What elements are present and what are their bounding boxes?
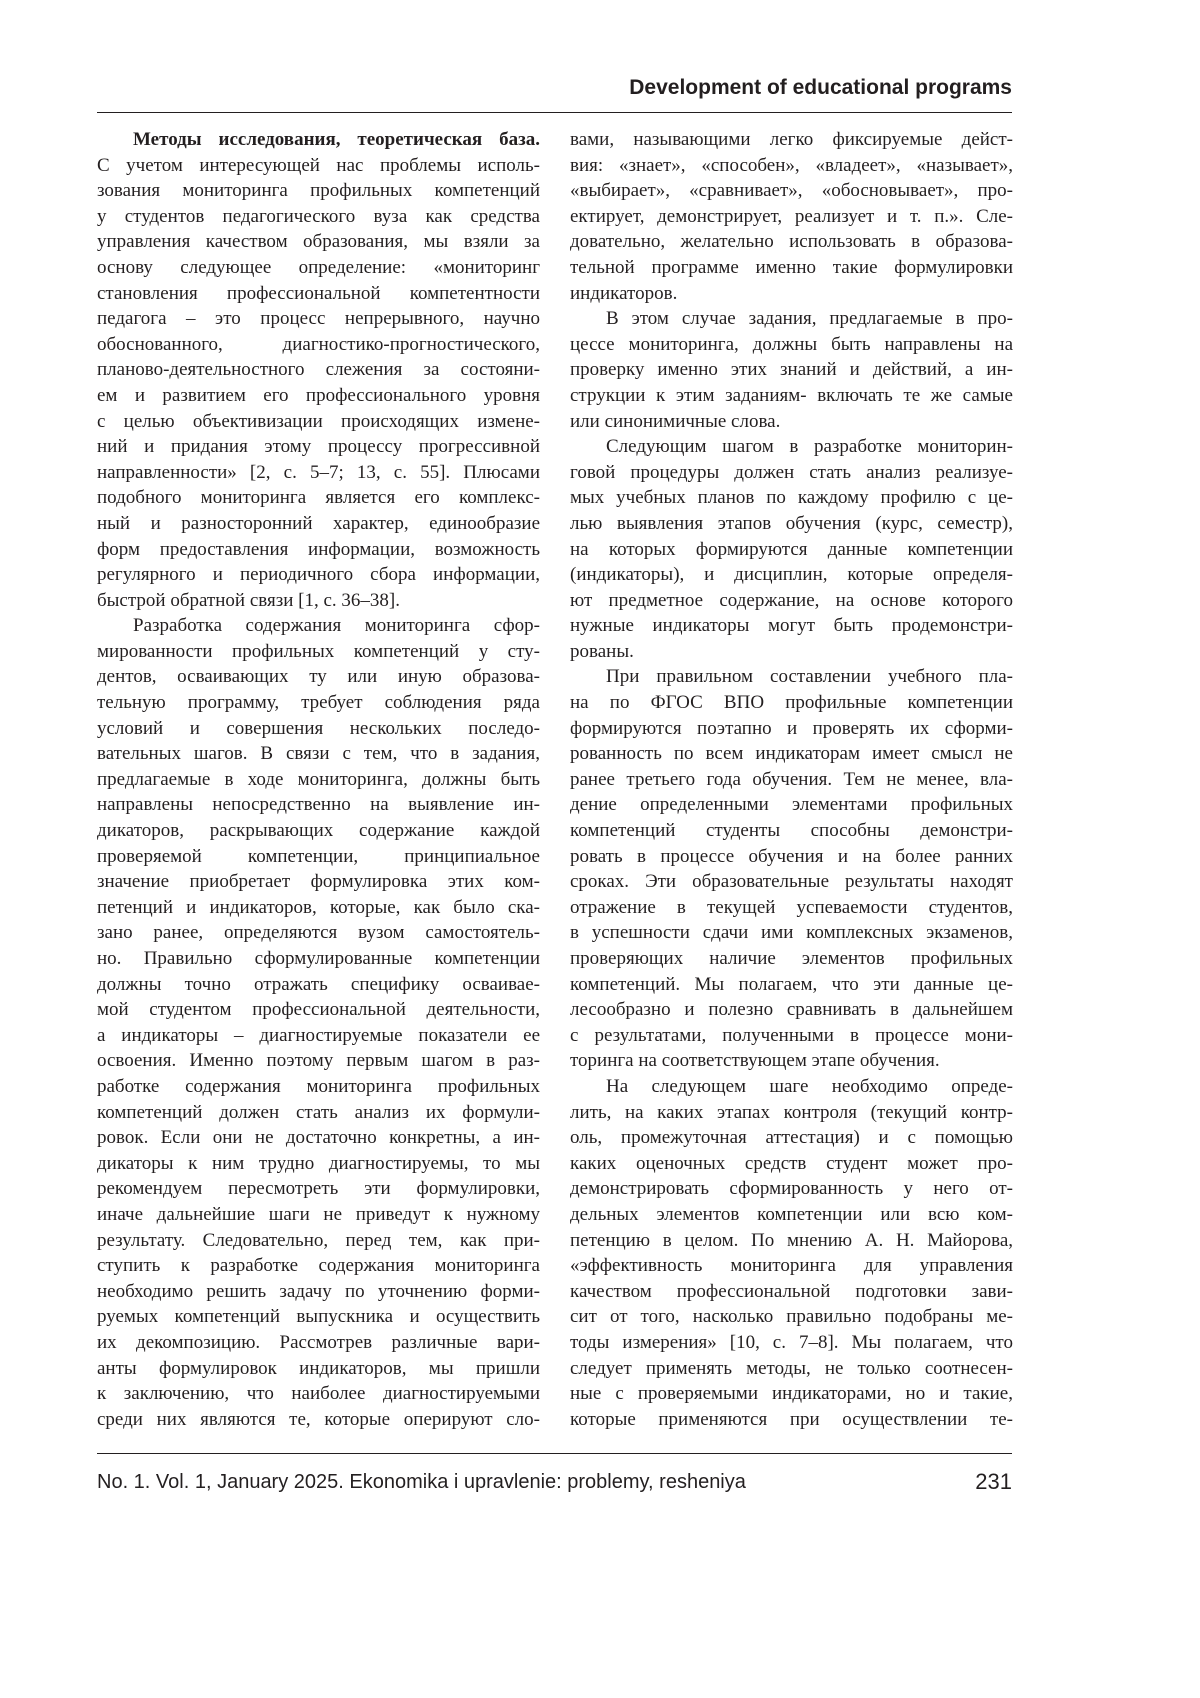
text-line: каких оценочных средств студент может про- bbox=[570, 1152, 1013, 1174]
text-line: лесообразно и полезно сравнивать в дальнейшем bbox=[570, 999, 1013, 1021]
text-line: вия: «знает», «способен», «владеет», «называет», bbox=[570, 154, 1013, 176]
right-column bbox=[570, 127, 1013, 1432]
text-line: ем и развитием его профессионального уровня bbox=[97, 384, 540, 406]
text-line: дентов, осваивающих ту или иную образова- bbox=[97, 666, 540, 688]
text-line: на которых формируются данные компетенции bbox=[570, 538, 1013, 560]
text-line: сроках. Эти образовательные результаты находят bbox=[570, 871, 1013, 893]
text-line: ровок. Если они не достаточно конкретны, а ин- bbox=[97, 1127, 540, 1149]
text-line: компетенций должен стать анализ их формули- bbox=[97, 1101, 540, 1123]
text-line: с результатами, полученными в процессе мони- bbox=[570, 1024, 1013, 1046]
text-line: При правильном составлении учебного пла- bbox=[606, 666, 1013, 688]
text-line: На следующем шаге необходимо опреде- bbox=[606, 1075, 1013, 1097]
text-line: В этом случае задания, предлагаемые в про- bbox=[606, 308, 1013, 330]
text-line: компетенций. Мы полагаем, что эти данные це- bbox=[570, 973, 1013, 995]
text-line: с целью объективизации происходящих измене- bbox=[97, 410, 540, 432]
text-line: ные с проверяемыми индикаторами, но и такие, bbox=[570, 1383, 1013, 1405]
text-line: на по ФГОС ВПО профильные компетенции bbox=[570, 692, 1013, 714]
text-line: анты формулировок индикаторов, мы пришли bbox=[97, 1357, 540, 1379]
text-line: компетенций студенты способны демонстри- bbox=[570, 820, 1013, 842]
text-line: рованность по всем индикаторам имеет смысл не bbox=[570, 743, 1013, 765]
text-line: направленности» [2, с. 5–7; 13, с. 55]. Плюсами bbox=[97, 461, 540, 483]
text-line: или синонимичные слова. bbox=[570, 410, 781, 432]
text-line: оль, промежуточная аттестация) и с помощью bbox=[570, 1127, 1013, 1149]
text-line: «эффективность мониторинга для управления bbox=[570, 1255, 1013, 1277]
text-line: струкции к этим заданиям- включать те же самые bbox=[570, 384, 1013, 406]
text-line: форм предоставления информации, возможность bbox=[97, 538, 540, 560]
text-line: ровать в процессе обучения и на более ранних bbox=[570, 845, 1013, 867]
text-line: педагога – это процесс непрерывного, научно bbox=[97, 308, 540, 330]
text-line: планово-деятельностного слежения за состояни- bbox=[97, 359, 540, 381]
text-line: которые применяются при осуществлении те- bbox=[570, 1408, 1013, 1430]
text-line: необходимо решить задачу по уточнению форми- bbox=[97, 1280, 540, 1302]
text-line: формируются поэтапно и проверять их сформи- bbox=[570, 717, 1013, 739]
text-line: индикаторов. bbox=[570, 282, 678, 304]
text-line: условий и совершения нескольких последо- bbox=[97, 717, 540, 739]
text-line: руемых компетенций выпускника и осуществить bbox=[97, 1306, 540, 1328]
text-line: рованы. bbox=[570, 640, 634, 662]
text-line: дикаторов, раскрывающих содержание каждой bbox=[97, 820, 540, 842]
text-line: освоения. Именно поэтому первым шагом в раз- bbox=[97, 1050, 540, 1072]
text-line: (индикаторы), и дисциплин, которые определя- bbox=[570, 564, 1013, 586]
text-line: дикаторы к ним трудно диагностируемы, то мы bbox=[97, 1152, 540, 1174]
text-line: подобного мониторинга является его комплекс- bbox=[97, 487, 540, 509]
text-line: мых учебных планов по каждому профилю с це- bbox=[570, 487, 1013, 509]
text-line: а индикаторы – диагностируемые показатели ее bbox=[97, 1024, 540, 1046]
text-line: значение приобретает формулировка этих ком- bbox=[97, 871, 540, 893]
text-line: петенцию в целом. По мнению А. Н. Майорова, bbox=[570, 1229, 1013, 1251]
text-line: результату. Следовательно, перед тем, как при- bbox=[97, 1229, 540, 1251]
text-line: регулярного и периодичного сбора информации, bbox=[97, 564, 540, 586]
footer-divider bbox=[97, 1453, 1012, 1454]
text-line: работке содержания мониторинга профильных bbox=[97, 1075, 540, 1097]
text-line: проверяемой компетенции, принципиальное bbox=[97, 845, 540, 867]
text-line: Следующим шагом в разработке мониторин- bbox=[606, 436, 1013, 458]
text-line: в успешности сдачи ими комплексных экзаменов, bbox=[570, 922, 1013, 944]
text-line: говой процедуры должен стать анализ реализуе- bbox=[570, 461, 1013, 483]
text-line: но. Правильно сформулированные компетенции bbox=[97, 948, 540, 969]
text-line: тоды измерения» [10, с. 7–8]. Мы полагаем, что bbox=[570, 1331, 1013, 1353]
text-line: цессе мониторинга, должны быть направлены на bbox=[570, 333, 1013, 355]
text-line: зования мониторинга профильных компетенций bbox=[97, 180, 540, 202]
text-line: проверку именно этих знаний и действий, а ин- bbox=[570, 359, 1013, 381]
text-line: «выбирает», «сравнивает», «обосновывает», про- bbox=[570, 180, 1013, 202]
text-line: иначе дальнейшие шаги не приведут к нужному bbox=[97, 1203, 540, 1225]
journal-citation: No. 1. Vol. 1, January 2025. Ekonomika i upravlenie: problemy, resheniya bbox=[97, 1471, 746, 1493]
text-line: основу следующее определение: «мониторинг bbox=[97, 256, 540, 278]
text-line: управления качеством образования, мы взяли за bbox=[97, 231, 540, 253]
text-line: С учетом интересующей нас проблемы исполь- bbox=[97, 154, 540, 176]
text-line: тельную программу, требует соблюдения ряда bbox=[97, 692, 540, 714]
text-line: среди них являются те, которые оперируют сло- bbox=[97, 1408, 540, 1430]
text-line: качеством профессиональной подготовки зави- bbox=[570, 1280, 1013, 1302]
text-line: направлены непосредственно на выявление ин- bbox=[97, 794, 540, 816]
section-title: Development of educational programs bbox=[629, 76, 1012, 99]
page-number: 231 bbox=[975, 1469, 1012, 1494]
section-heading: Методы исследования, теоретическая база. bbox=[133, 129, 540, 150]
text-line: демонстрировать сформированность у него от- bbox=[570, 1178, 1013, 1200]
text-line: к заключению, что наиболее диагностируемыми bbox=[97, 1383, 540, 1405]
text-line: петенций и индикаторов, которые, как было ска- bbox=[97, 896, 540, 918]
header-divider bbox=[97, 112, 1012, 113]
text-line: лью выявления этапов обучения (курс, семестр), bbox=[570, 512, 1013, 534]
text-line: рекомендуем пересмотреть эти формулировки, bbox=[97, 1178, 540, 1200]
text-line: становления профессиональной компетентности bbox=[97, 282, 540, 304]
text-line: довательно, желательно использовать в образова- bbox=[570, 231, 1013, 253]
left-column bbox=[97, 127, 540, 1432]
text-line: ный и разносторонний характер, единообразие bbox=[97, 512, 540, 534]
text-line: дельных элементов компетенции или всю ком- bbox=[570, 1203, 1013, 1225]
text-line: лить, на каких этапах контроля (текущий контр- bbox=[570, 1101, 1013, 1123]
text-line: их декомпозицию. Рассмотрев различные вари- bbox=[97, 1331, 540, 1353]
text-line: ранее третьего года обучения. Тем не менее, вла- bbox=[570, 768, 1013, 790]
text-line: нужные индикаторы могут быть продемонстри- bbox=[570, 615, 1013, 637]
text-line: зано ранее, определяются вузом самостоятель- bbox=[97, 922, 540, 944]
text-line: предлагаемые в ходе мониторинга, должны быть bbox=[97, 768, 540, 790]
text-line: ний и придания этому процессу прогрессивной bbox=[97, 436, 540, 458]
text-line: тельной программе именно такие формулировки bbox=[570, 256, 1013, 278]
text-line: проверяющих наличие элементов профильных bbox=[570, 948, 1013, 969]
text-line: ступить к разработке содержания мониторинга bbox=[97, 1255, 540, 1277]
text-line: следует применять методы, не только соотнесен- bbox=[570, 1357, 1013, 1379]
text-line: ектирует, демонстрирует, реализует и т. п.». Сле- bbox=[570, 205, 1013, 227]
text-line: вательных шагов. В связи с тем, что в задания, bbox=[97, 743, 540, 765]
text-line: у студентов педагогического вуза как средства bbox=[97, 205, 540, 227]
text-line: вами, называющими легко фиксируемые дейст- bbox=[570, 129, 1013, 150]
text-line: должны точно отражать специфику осваивае- bbox=[97, 973, 540, 995]
text-line: ют предметное содержание, на основе которого bbox=[570, 589, 1013, 611]
text-line: торинга на соответствующем этапе обучения. bbox=[570, 1050, 940, 1072]
text-line: мой студентом профессиональной деятельности, bbox=[97, 999, 540, 1021]
text-line: быстрой обратной связи [1, с. 36–38]. bbox=[97, 589, 400, 611]
text-line: сит от того, насколько правильно подобраны ме- bbox=[570, 1306, 1013, 1328]
text-line: обоснованного, диагностико-прогностического, bbox=[97, 333, 540, 355]
text-line: Разработка содержания мониторинга сфор- bbox=[133, 615, 540, 637]
text-line: мированности профильных компетенций у сту- bbox=[97, 640, 540, 662]
text-line: дение определенными элементами профильных bbox=[570, 794, 1013, 816]
text-line: отражение в текущей успеваемости студентов, bbox=[570, 896, 1013, 918]
